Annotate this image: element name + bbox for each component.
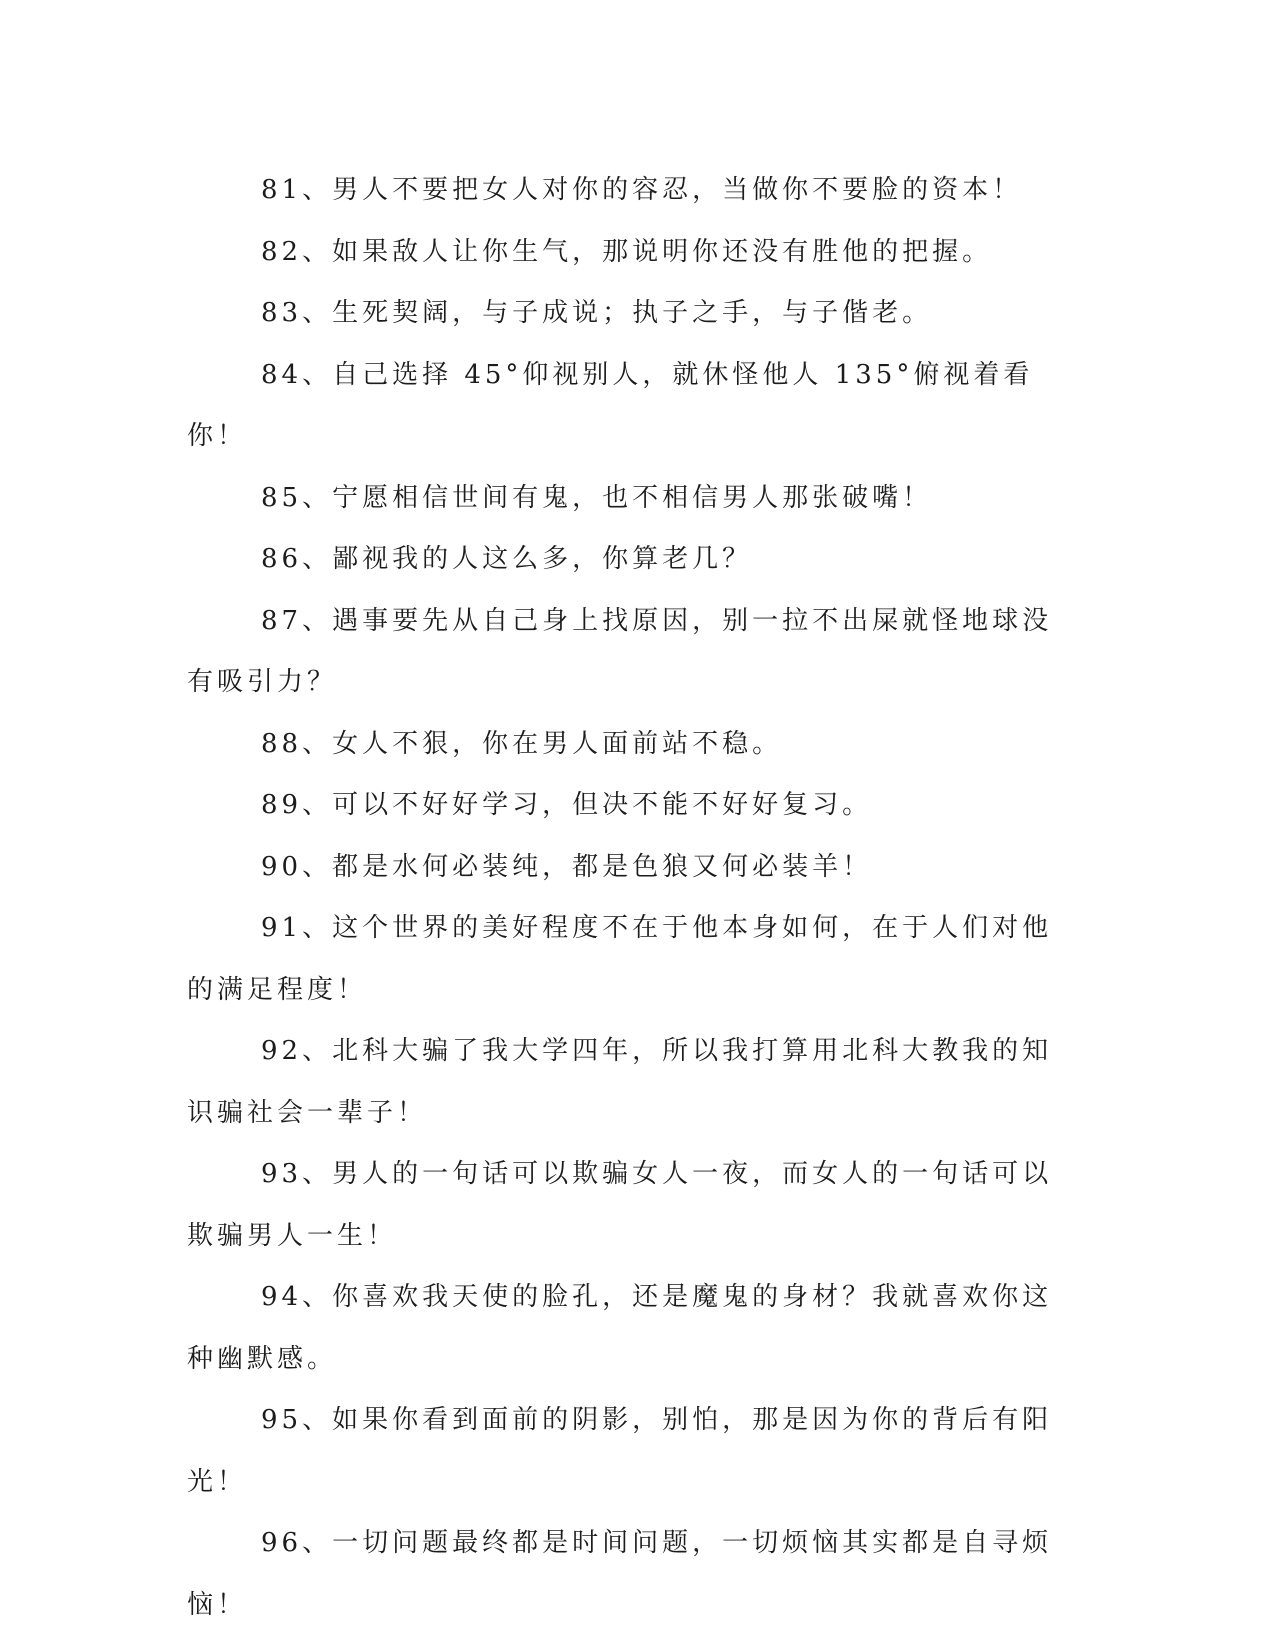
quote-91: 91、这个世界的美好程度不在于他本身如何，在于人们对他的满足程度！ bbox=[187, 913, 1053, 1005]
quote-90: 90、都是水何必装纯，都是色狼又何必装羊！ bbox=[261, 851, 873, 882]
quote-85: 85、宁愿相信世间有鬼，也不相信男人那张破嘴！ bbox=[261, 482, 933, 513]
quote-96: 96、一切问题最终都是时间问题，一切烦恼其实都是自寻烦恼！ bbox=[187, 1528, 1053, 1620]
quote-92: 92、北科大骗了我大学四年，所以我打算用北科大教我的知识骗社会一辈子！ bbox=[187, 1036, 1053, 1128]
quote-93: 93、男人的一句话可以欺骗女人一夜，而女人的一句话可以欺骗男人一生！ bbox=[187, 1159, 1053, 1251]
quote-84: 84、自己选择 45°仰视别人，就休怪他人 135°俯视着看你！ bbox=[187, 359, 1034, 451]
quote-83: 83、生死契阔，与子成说；执子之手，与子偕老。 bbox=[261, 298, 933, 328]
quote-87: 87、遇事要先从自己身上找原因，别一拉不出屎就怪地球没有吸引力？ bbox=[187, 605, 1053, 697]
quote-list bbox=[187, 160, 1067, 1636]
quote-95: 95、如果你看到面前的阴影，别怕，那是因为你的背后有阳光！ bbox=[187, 1405, 1053, 1497]
quote-81: 81、男人不要把女人对你的容忍，当做你不要脸的资本！ bbox=[261, 175, 1023, 205]
quote-88: 88、女人不狠，你在男人面前站不稳。 bbox=[261, 728, 783, 759]
quote-89: 89、可以不好好学习，但决不能不好好复习。 bbox=[261, 790, 873, 820]
quote-94: 94、你喜欢我天使的脸孔，还是魔鬼的身材？我就喜欢你这种幽默感。 bbox=[187, 1282, 1053, 1374]
quote-82: 82、如果敌人让你生气，那说明你还没有胜他的把握。 bbox=[261, 236, 993, 267]
quote-86: 86、鄙视我的人这么多，你算老几？ bbox=[261, 544, 753, 574]
